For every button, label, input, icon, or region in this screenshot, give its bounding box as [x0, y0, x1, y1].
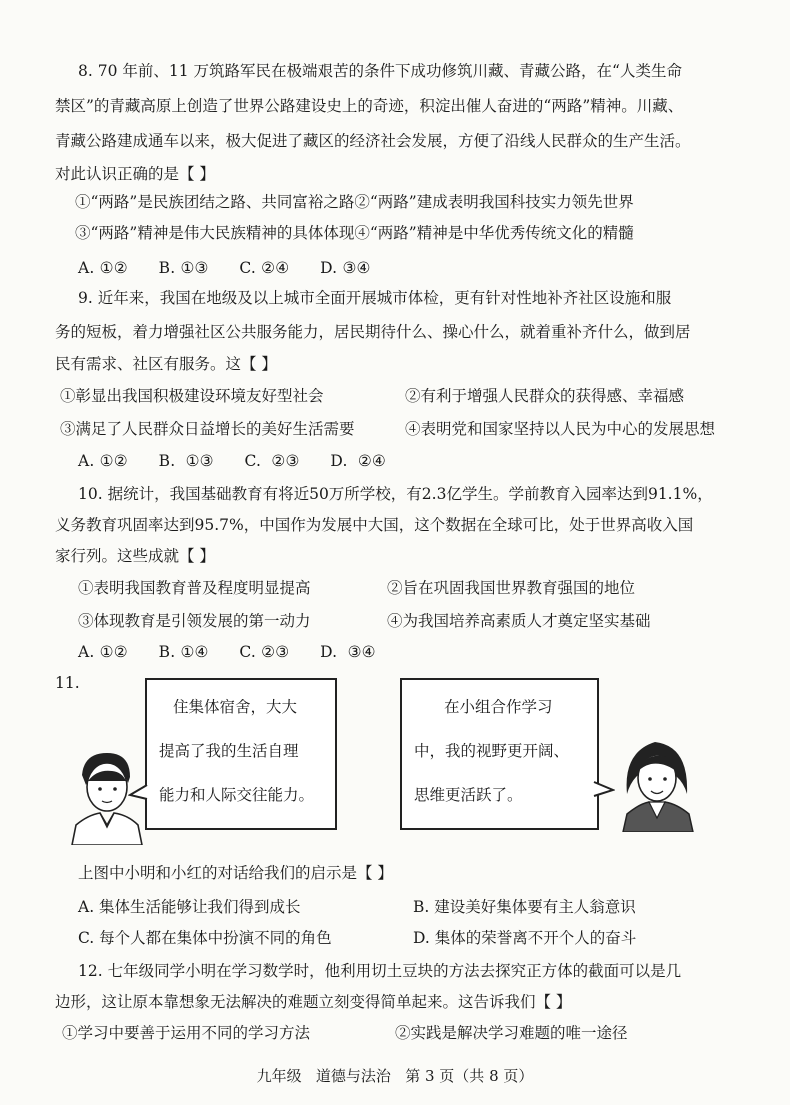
- bubble-left-tail: [128, 783, 148, 803]
- q11-question: 上图中小明和小红的对话给我们的启示是【 】: [78, 864, 393, 882]
- bubble-left-line-1: 住集体宿舍，大大: [173, 698, 298, 716]
- q9-stem-line-3: 民有需求、社区有服务。这【 】: [55, 355, 277, 373]
- bubble-right-line-1: 在小组合作学习: [444, 698, 553, 716]
- bubble-left-line-3: 能力和人际交往能力。: [159, 786, 315, 804]
- q8-stem-line-1: 8. 70 年前、11 万筑路军民在极端艰苦的条件下成功修筑川藏、青藏公路，在“人类生命: [78, 62, 682, 80]
- q11-option-d: D. 集体的荣誉离不开个人的奋斗: [413, 929, 637, 947]
- q11-number: 11.: [55, 674, 80, 692]
- q8-stem-line-3: 青藏公路建成通车以来，极大促进了藏区的经济社会发展，方便了沿线人民群众的生产生活。: [55, 132, 691, 150]
- q8-options: A. ①② B. ①③ C. ②④ D. ③④: [78, 259, 371, 277]
- q12-item-2: ②实践是解决学习难题的唯一途径: [395, 1024, 628, 1042]
- q9-item-3: ③满足了人民群众日益增长的美好生活需要: [60, 420, 355, 438]
- q8-item-line-1: ①“两路”是民族团结之路、共同富裕之路②“两路”建成表明我国科技实力领先世界: [75, 193, 634, 211]
- q9-stem-line-1: 9. 近年来，我国在地级及以上城市全面开展城市体检，更有针对性地补齐社区设施和服: [78, 289, 672, 307]
- q9-options: A. ①② B. ①③ C. ②③ D. ②④: [78, 452, 387, 470]
- q9-stem-line-2: 务的短板，着力增强社区公共服务能力，居民期待什么、操心什么，就着重补齐什么，做到居: [55, 323, 691, 341]
- q12-stem-line-1: 12. 七年级同学小明在学习数学时，他利用切土豆块的方法去探究正方体的截面可以是几: [78, 962, 682, 980]
- q10-item-1: ①表明我国教育普及程度明显提高: [78, 579, 311, 597]
- speech-bubble-left: [145, 678, 337, 830]
- speech-bubble-right: [400, 678, 599, 830]
- q11-option-a: A. 集体生活能够让我们得到成长: [78, 898, 301, 916]
- q10-item-3: ③体现教育是引领发展的第一动力: [78, 612, 311, 630]
- q12-item-1: ①学习中要善于运用不同的学习方法: [62, 1024, 311, 1042]
- q10-options: A. ①② B. ①④ C. ②③ D. ③④: [78, 643, 376, 661]
- q8-item-line-2: ③“两路”精神是伟大民族精神的具体体现④“两路”精神是中华优秀传统文化的精髓: [75, 224, 634, 242]
- bubble-right-line-3: 思维更活跃了。: [414, 786, 523, 804]
- q10-item-4: ④为我国培养高素质人才奠定坚实基础: [387, 612, 651, 630]
- q10-stem-line-1: 10. 据统计，我国基础教育有将近50万所学校，有2.3亿学生。学前教育入园率达到91.1%，: [78, 485, 713, 503]
- bubble-right-line-2: 中，我的视野更开阔、: [414, 742, 570, 760]
- q9-item-4: ④表明党和国家坚持以人民为中心的发展思想: [405, 420, 716, 438]
- q10-stem-line-2: 义务教育巩固率达到95.7%，中国作为发展中大国，这个数据在全球可比，处于世界高收入国: [55, 516, 694, 534]
- page-footer: 九年级 道德与法治 第 3 页（共 8 页）: [256, 1067, 534, 1085]
- q10-item-2: ②旨在巩固我国世界教育强国的地位: [387, 579, 636, 597]
- bubble-right-tail: [593, 780, 615, 800]
- q9-item-2: ②有利于增强人民群众的获得感、幸福感: [405, 387, 685, 405]
- q8-stem-line-4: 对此认识正确的是【 】: [55, 165, 215, 183]
- q10-stem-line-3: 家行列。这些成就【 】: [55, 547, 215, 565]
- q11-option-b: B. 建设美好集体要有主人翁意识: [413, 898, 636, 916]
- q9-item-1: ①彰显出我国积极建设环境友好型社会: [60, 387, 324, 405]
- girl-figure: [615, 732, 700, 832]
- bubble-left-line-2: 提高了我的生活自理: [159, 742, 299, 760]
- q12-stem-line-2: 边形，这让原本靠想象无法解决的难题立刻变得简单起来。这告诉我们【 】: [55, 993, 572, 1011]
- q8-stem-line-2: 禁区”的青藏高原上创造了世界公路建设史上的奇迹，积淀出催人奋进的“两路”精神。川藏、: [55, 97, 684, 115]
- q11-option-c: C. 每个人都在集体中扮演不同的角色: [78, 929, 332, 947]
